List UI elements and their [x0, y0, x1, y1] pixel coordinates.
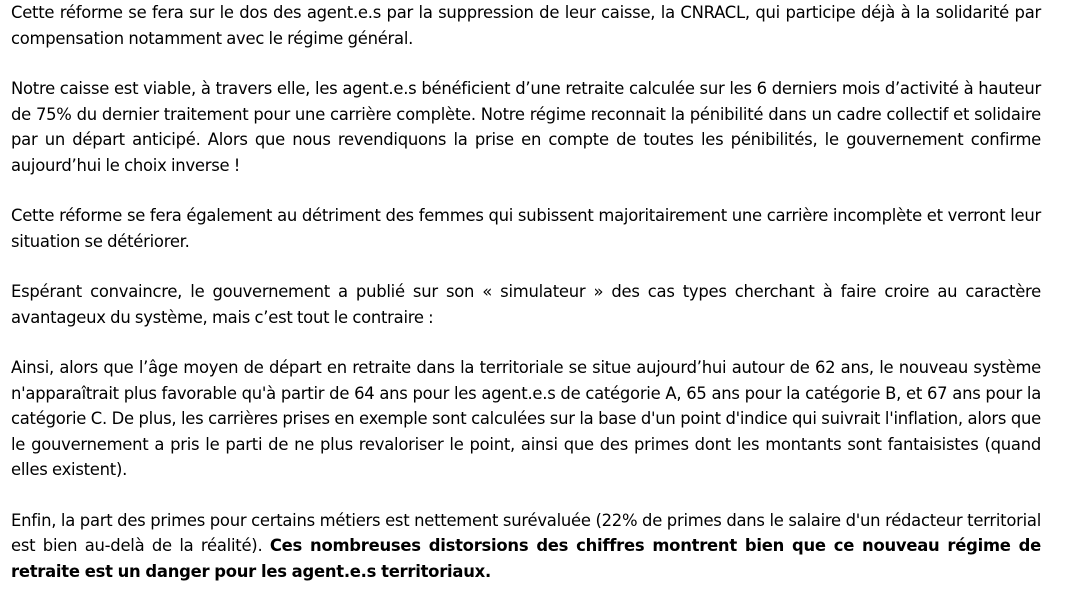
paragraph-age-depart: Ainsi, alors que l’âge moyen de départ en retraite dans la territoriale se situe aujourd’hui autour de 62 ans, le nouveau système n'apparaîtrait plus favorable qu'à partir de 64 ans pour les agent.e.s de catégorie A, 65 ans pour la catégorie B, et 67 ans pour la catégorie C. De plus, les carrières prises en exemple sont calculées sur la base d'un point d'indice qui suivrait l'inflation, alors que le gouvernement a pris le parti de ne plus revaloriser le point, ainsi que des primes dont les montants sont fantaisistes (quand elles existent). [11, 358, 1041, 479]
document-body [11, 0, 1041, 584]
paragraph-simulateur: Espérant convaincre, le gouvernement a publié sur son « simulateur » des cas types cherchant à faire croire au caractère avantageux du système, mais c’est tout le contraire : [11, 282, 1041, 327]
paragraph-caisse-viable: Notre caisse est viable, à travers elle, les agent.e.s bénéficient d’une retraite calculée sur les 6 derniers mois d’activité à hauteur de 75% du dernier traitement pour une carrière complète. Notre régime reconnait la pénibilité dans un cadre collectif et solidaire par un départ anticipé. Alors que nous revendiquons la prise en compte de toutes les pénibilités, le gouvernement confirme aujourd’hui le choix inverse ! [11, 79, 1041, 175]
paragraph-cnracl: Cette réforme se fera sur le dos des agent.e.s par la suppression de leur caisse, la CNRACL, qui participe déjà à la solidarité par compensation notamment avec le régime général. [11, 3, 1041, 48]
paragraph-femmes: Cette réforme se fera également au détriment des femmes qui subissent majoritairement une carrière incomplète et verront leur situation se détériorer. [11, 206, 1041, 251]
paragraph-primes-conclusion: Ces nombreuses distorsions des chiffres montrent bien que ce nouveau régime de retraite est un danger pour les agent.e.s territoriaux. [11, 536, 1041, 581]
paragraph-primes-text: Enfin, la part des primes pour certains métiers est nettement surévaluée (22% de primes dans le salaire d'un rédacteur territorial est bien au-delà de la réalité). [11, 510, 1041, 555]
paragraph-primes [11, 508, 1041, 585]
